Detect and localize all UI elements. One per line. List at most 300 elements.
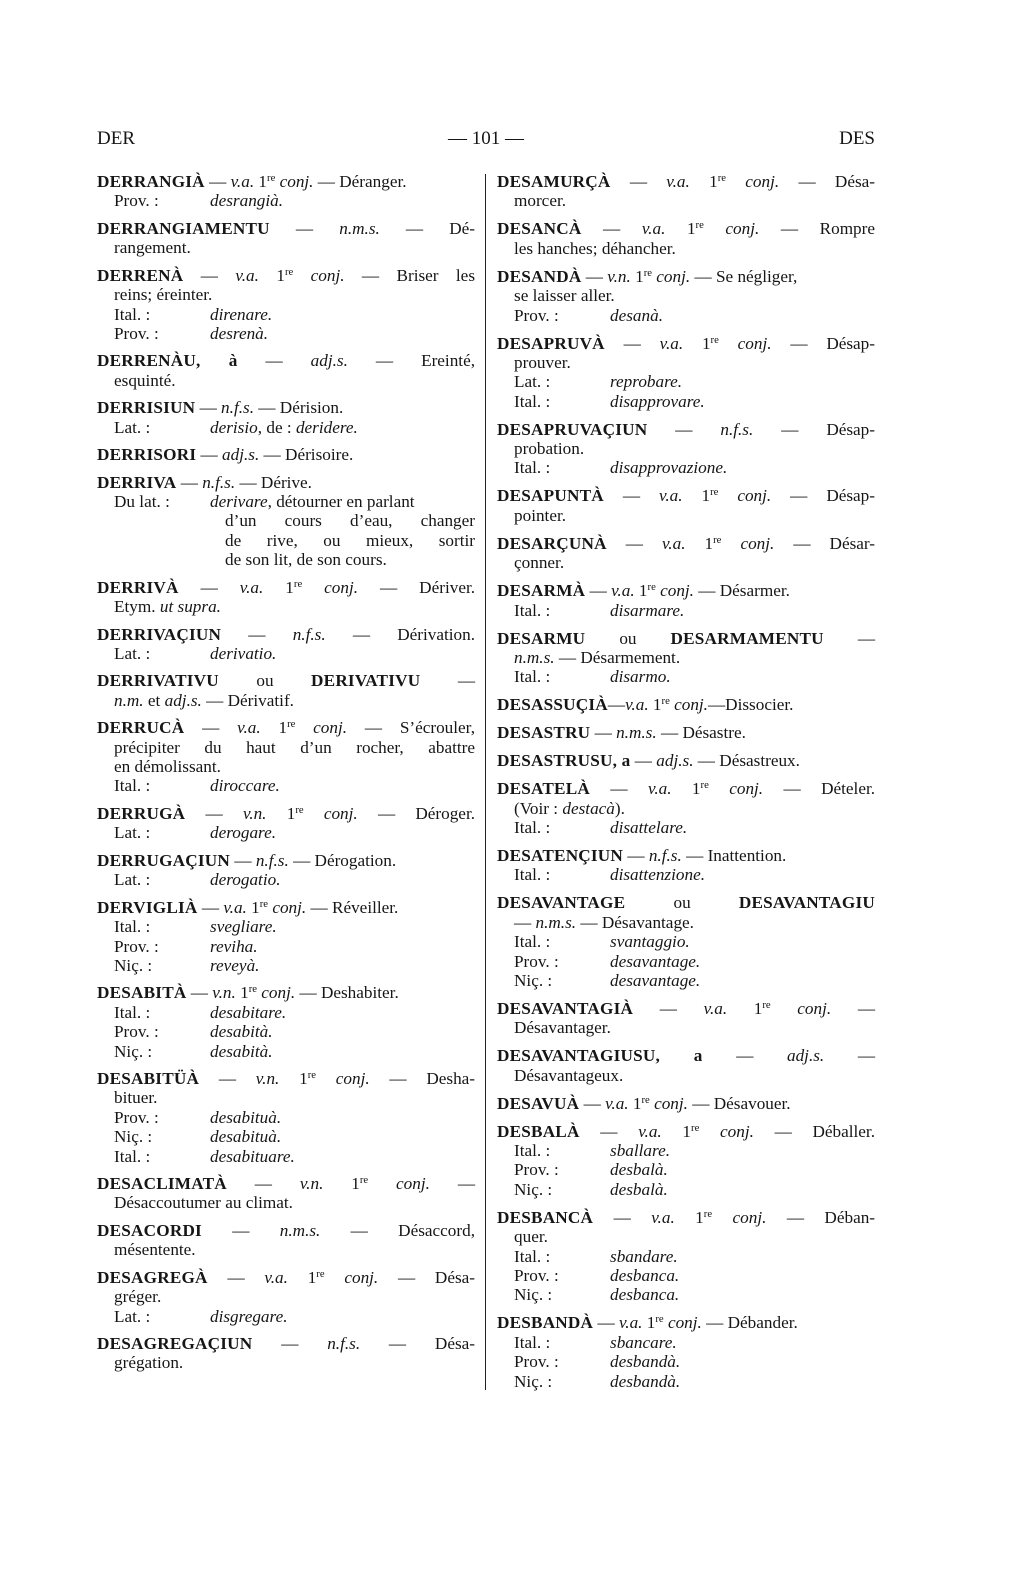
headword: DESARMU: [497, 628, 586, 648]
italic-text: v.a.: [223, 897, 247, 917]
text: —: [420, 671, 476, 691]
italic-text: ut supra.: [159, 597, 221, 617]
dictionary-entry: [497, 695, 875, 714]
text: 1: [665, 219, 696, 239]
italic-text: conj.: [737, 333, 772, 353]
dictionary-entry: [497, 1122, 875, 1200]
text: —: [579, 1093, 606, 1113]
entry-head-line: [97, 219, 475, 238]
dictionary-entry: [97, 266, 475, 344]
text: [368, 1174, 396, 1193]
text: 1: [642, 1313, 656, 1333]
text: —: [593, 1207, 652, 1227]
text: — Désarmement.: [554, 647, 681, 667]
headword: DESASTRUSU, a: [497, 751, 631, 771]
text: — Inattention.: [681, 846, 787, 866]
italic-text: conj.: [729, 779, 764, 799]
language-label: Prov. :: [514, 1160, 559, 1180]
italic-text: v.a.: [625, 695, 649, 715]
headword: DERRISIUN: [97, 398, 196, 418]
superscript: re: [710, 487, 719, 499]
entry-head-line: [97, 983, 475, 1002]
headword: DESANCÀ: [497, 219, 582, 239]
headword: DESARÇUNÀ: [497, 533, 607, 553]
entry-line: [97, 1287, 475, 1306]
entry-head-line: [497, 846, 875, 865]
dictionary-entry: [97, 172, 475, 211]
italic-text: disattenzione.: [610, 865, 706, 885]
dictionary-entry: [97, 671, 475, 710]
text: —: [199, 1069, 256, 1089]
entry-head-line: [497, 1208, 875, 1227]
text: et: [143, 690, 165, 710]
italic-text: derogatio.: [210, 870, 281, 890]
text: — Dételer.: [763, 779, 876, 799]
headword: DESAGREGAÇIUN: [97, 1334, 253, 1354]
headword: DERIVATIVU: [311, 671, 421, 691]
italic-text: n.m.s.: [616, 723, 657, 743]
headword: DESAVUÀ: [497, 1093, 580, 1113]
text: [302, 578, 324, 597]
entry-line: [97, 1353, 475, 1372]
entry-line: [497, 1372, 875, 1391]
entry-head-line: [97, 1268, 475, 1287]
text: —: [581, 219, 642, 239]
entry-line: [97, 823, 475, 842]
italic-text: conj.: [323, 803, 358, 823]
superscript: re: [284, 266, 294, 278]
text: d’un cours d’eau, changer: [225, 511, 475, 531]
italic-text: conj.: [674, 695, 708, 715]
dictionary-entry: [97, 1268, 475, 1326]
italic-text: disapprovare.: [610, 391, 705, 411]
headword: DERRISORI: [97, 445, 197, 465]
entry-line: [97, 738, 475, 757]
entry-line: [97, 1127, 475, 1146]
language-label: Prov. :: [114, 1022, 159, 1042]
text: — Désa-: [779, 172, 875, 191]
text: — Desha-: [369, 1069, 476, 1089]
column-right: [497, 172, 875, 1391]
text: , détourner en parlant: [267, 492, 415, 512]
headword: DERRANGIAMENTU: [97, 218, 270, 238]
text: — Dé-: [379, 218, 476, 238]
italic-text: desbalà.: [610, 1179, 668, 1199]
dictionary-entry: [97, 473, 475, 570]
text: — Désastreux.: [693, 751, 800, 771]
italic-text: conj.: [660, 581, 694, 601]
text: —: [593, 1313, 619, 1333]
entry-line: [497, 667, 875, 686]
text: 1: [254, 172, 268, 191]
text: ou: [625, 893, 739, 913]
text: —: [178, 577, 240, 597]
italic-text: adj.s.: [310, 351, 348, 371]
entry-head-line: [497, 893, 875, 912]
text: —: [647, 419, 721, 439]
entry-line: [497, 818, 875, 837]
italic-text: conj.: [720, 1121, 754, 1141]
italic-text: sballare.: [610, 1141, 670, 1161]
entry-line: [97, 550, 475, 569]
entry-head-line: [497, 581, 875, 600]
entry-line: [497, 1333, 875, 1352]
text: en démolissant.: [114, 757, 221, 777]
entry-head-line: [497, 751, 875, 770]
text: Désavantageux.: [514, 1065, 624, 1085]
text: — Désap-: [771, 333, 876, 353]
text: —: [702, 1046, 787, 1066]
entry-line: [497, 286, 875, 305]
language-label: Lat. :: [114, 1306, 151, 1326]
text: — Déballer.: [753, 1121, 876, 1141]
text: — Déroger.: [357, 803, 476, 823]
text: (Voir :: [514, 798, 563, 818]
text: 1: [634, 581, 648, 601]
entry-line: [497, 372, 875, 391]
text: çonner.: [514, 553, 565, 573]
entry-head-line: [497, 1046, 875, 1065]
italic-text: diroccare.: [210, 776, 280, 796]
text: Etym.: [114, 597, 160, 617]
text: — S’écrouler,: [347, 718, 475, 738]
entry-head-line: [97, 398, 475, 417]
italic-text: desbandà.: [610, 1352, 681, 1372]
text: — Déban-: [766, 1207, 876, 1227]
headword: DESATELÀ: [497, 779, 590, 799]
text: ).: [614, 798, 625, 818]
italic-text: conj.: [740, 533, 775, 553]
language-label: Ital. :: [514, 865, 551, 885]
superscript: re: [713, 534, 722, 546]
entry-line: [97, 776, 475, 795]
language-label: Prov. :: [114, 1107, 159, 1127]
italic-text: conj.: [745, 172, 780, 191]
text: — Désastre.: [656, 723, 746, 743]
text: [293, 266, 310, 285]
italic-text: disarmo.: [610, 667, 671, 687]
entry-head-line: [97, 718, 475, 737]
text: —: [197, 897, 224, 917]
entry-line: [497, 439, 875, 458]
dictionary-entry: [497, 893, 875, 990]
text: — Réveiller.: [306, 897, 399, 917]
text: —: [607, 695, 626, 715]
language-label: Niç. :: [514, 1179, 553, 1199]
italic-text: n.m.s.: [514, 647, 555, 667]
language-label: Niç. :: [514, 1285, 553, 1305]
entry-head-line: [497, 1313, 875, 1332]
dictionary-entry: [97, 351, 475, 390]
entry-line: [97, 1240, 475, 1259]
dictionary-entry: [497, 779, 875, 837]
headword: DESAPRUVÀ: [497, 333, 605, 353]
text: —: [603, 486, 659, 506]
language-label: Prov. :: [514, 1266, 559, 1286]
headword: DERRIVATIVU: [97, 671, 219, 691]
entry-head-line: [97, 1174, 475, 1193]
superscript: re: [700, 780, 709, 792]
text: — Désa-: [360, 1334, 475, 1354]
dictionary-entry: [497, 751, 875, 770]
text: — Désa-: [378, 1267, 476, 1287]
dictionary-entry: [97, 578, 475, 617]
headword: DESACORDI: [97, 1220, 202, 1240]
text: gréger.: [114, 1287, 162, 1307]
entry-head-line: [97, 266, 475, 285]
language-label: Niç. :: [114, 1041, 153, 1061]
italic-text: desabità.: [210, 1041, 273, 1061]
entry-head-line: [97, 804, 475, 823]
language-label: Prov. :: [514, 1352, 559, 1372]
italic-text: v.a.: [264, 1267, 288, 1287]
superscript: re: [655, 1314, 664, 1326]
entry-head-line: [497, 420, 875, 439]
headword: DERRIVAÇIUN: [97, 624, 222, 644]
text: reins; éreinter.: [114, 285, 213, 305]
italic-text: conj.: [344, 1267, 379, 1287]
entry-line: [497, 913, 875, 932]
headword: DERRIVA: [97, 472, 177, 492]
text: [304, 804, 324, 823]
italic-text: deridere.: [295, 417, 358, 437]
entry-line: [497, 306, 875, 325]
italic-text: n.f.s.: [202, 472, 236, 492]
italic-text: desrangià.: [210, 191, 284, 211]
italic-text: derivare: [210, 492, 268, 512]
text: — Désavantage.: [576, 912, 694, 932]
superscript: re: [287, 719, 296, 731]
headword: DESABITÀ: [97, 983, 187, 1003]
dictionary-entry: [497, 1094, 875, 1113]
entry-line: [97, 191, 475, 210]
italic-text: conj.: [396, 1174, 430, 1194]
dictionary-entry: [497, 1046, 875, 1085]
italic-text: v.a.: [638, 1121, 662, 1141]
entry-line: [97, 492, 475, 511]
headword: DESAGREGÀ: [97, 1267, 208, 1287]
dictionary-entry: [497, 172, 875, 211]
text: — Dérive.: [235, 472, 312, 492]
superscript: re: [248, 984, 257, 996]
text: Désavantager.: [514, 1018, 611, 1038]
entry-line: [497, 1247, 875, 1266]
italic-text: desbanca.: [610, 1266, 680, 1286]
superscript: re: [267, 173, 276, 185]
text: — Dérision.: [254, 398, 344, 418]
italic-text: conj.: [737, 486, 772, 506]
language-label: Lat. :: [514, 372, 551, 392]
entry-head-line: [497, 219, 875, 238]
entry-line: [97, 644, 475, 663]
italic-text: n.f.s.: [255, 850, 289, 870]
italic-text: v.a.: [658, 486, 683, 506]
italic-text: v.a.: [235, 265, 259, 285]
text: —: [514, 912, 536, 932]
entry-head-line: [97, 172, 475, 191]
text: 1: [279, 1069, 308, 1089]
text: — Rompre: [759, 219, 876, 239]
entry-head-line: [497, 534, 875, 553]
text: 1: [266, 803, 296, 823]
italic-text: desabituà.: [210, 1127, 282, 1147]
text: 1: [685, 533, 714, 553]
entry-line: [497, 506, 875, 525]
italic-text: conj.: [279, 172, 314, 191]
text: 1: [630, 266, 644, 286]
italic-text: svegliare.: [210, 917, 277, 937]
text: de rive, ou mieux, sortir: [225, 530, 475, 550]
text: [721, 534, 740, 553]
italic-text: derivatio.: [210, 643, 277, 663]
italic-text: conj.: [324, 577, 359, 597]
text: —: [195, 398, 222, 418]
entry-line: [497, 1141, 875, 1160]
entry-line: [97, 324, 475, 343]
italic-text: n.m.s.: [535, 912, 577, 932]
language-label: Niç. :: [114, 1127, 153, 1147]
text: de son lit, de son cours.: [225, 550, 387, 570]
text: —: [604, 333, 660, 353]
text: —: [183, 265, 236, 285]
italic-text: v.a.: [666, 172, 690, 191]
language-label: Ital. :: [114, 1146, 151, 1166]
headword: DERVIGLIÀ: [97, 897, 198, 917]
superscript: re: [661, 696, 670, 708]
italic-text: conj.: [732, 1207, 767, 1227]
entry-line: [497, 1352, 875, 1371]
headword: DERRIVÀ: [97, 577, 179, 597]
dictionary-entry: [97, 983, 475, 1061]
text: mésentente.: [114, 1240, 196, 1260]
entry-head-line: [497, 267, 875, 286]
entry-line: [97, 597, 475, 616]
text: 1: [246, 897, 260, 917]
entry-head-line: [497, 723, 875, 742]
superscript: re: [762, 1000, 771, 1012]
text: — Désar-: [774, 533, 876, 553]
headword: DESAPRUVAÇIUN: [497, 419, 648, 439]
entry-head-line: [497, 1122, 875, 1141]
italic-text: conj.: [654, 1093, 688, 1113]
text: rangement.: [114, 238, 191, 258]
italic-text: svantaggio.: [610, 932, 690, 952]
language-label: Ital. :: [514, 1332, 551, 1352]
entry-head-line: [497, 695, 875, 714]
entry-head-line: [497, 172, 875, 191]
text: —: [226, 1174, 300, 1194]
language-label: Niç. :: [514, 1371, 553, 1391]
italic-text: v.n.: [212, 983, 236, 1003]
text: —: [623, 846, 649, 866]
superscript: re: [316, 1268, 325, 1280]
italic-text: sbandare.: [610, 1246, 678, 1266]
text: bituer.: [114, 1088, 158, 1108]
entry-line: [97, 305, 475, 324]
language-label: Prov. :: [114, 323, 159, 343]
headword: DESAVANTAGIUSU, a: [497, 1046, 703, 1066]
language-label: Ital. :: [114, 1002, 151, 1022]
text: pointer.: [514, 505, 567, 525]
italic-text: n.f.s.: [292, 624, 326, 644]
text: —: [630, 751, 657, 771]
text: — Briser les: [344, 265, 476, 285]
dictionary-entry: [97, 1069, 475, 1166]
entry-line: [97, 531, 475, 550]
text: 1: [661, 1121, 692, 1141]
text: 1: [287, 1267, 317, 1287]
entry-line: [497, 191, 875, 210]
text: —: [186, 983, 213, 1003]
superscript: re: [717, 173, 726, 185]
italic-text: adj.s.: [164, 690, 202, 710]
italic-text: v.a.: [651, 1207, 675, 1227]
italic-text: v.n.: [242, 803, 267, 823]
page-header: [97, 128, 875, 152]
entry-line: [497, 952, 875, 971]
italic-text: n.f.s.: [221, 398, 254, 418]
entry-line: [97, 757, 475, 776]
text: 1: [235, 983, 249, 1003]
entry-line: [97, 371, 475, 390]
superscript: re: [647, 582, 656, 594]
headword: DESBANCÀ: [497, 1207, 594, 1227]
text: — Dérivation.: [325, 624, 475, 644]
text: —: [429, 1174, 475, 1194]
text: [709, 779, 729, 798]
text: 1: [323, 1174, 360, 1194]
headword: DESAMURÇÀ: [497, 172, 611, 191]
headword: DESATENÇIUN: [497, 846, 624, 866]
entry-line: [97, 1147, 475, 1166]
italic-text: reprobare.: [610, 372, 683, 392]
italic-text: desabitare.: [210, 1002, 287, 1022]
superscript: re: [695, 220, 704, 232]
entry-line: [97, 1307, 475, 1326]
dictionary-entry: [497, 999, 875, 1038]
entry-line: [97, 511, 475, 530]
entry-line: [497, 553, 875, 572]
text: —: [581, 266, 608, 286]
entry-line: [497, 648, 875, 667]
entry-line: [497, 971, 875, 990]
entry-line: [497, 392, 875, 411]
text: —: [579, 1121, 639, 1141]
entry-line: [97, 956, 475, 975]
text: morcer.: [514, 191, 567, 211]
entry-line: [97, 917, 475, 936]
entry-line: [97, 1193, 475, 1212]
entry-line: [97, 285, 475, 304]
italic-text: v.a.: [703, 998, 728, 1018]
headword: DERRENÀU, à: [97, 351, 238, 371]
text: [316, 1069, 336, 1088]
text: ou: [218, 671, 312, 691]
text: 1: [260, 718, 288, 738]
italic-text: conj.: [272, 897, 307, 917]
text: —: [221, 624, 293, 644]
superscript: re: [643, 267, 652, 279]
italic-text: desabituare.: [210, 1146, 295, 1166]
superscript: re: [295, 805, 304, 817]
dictionary-entry: [497, 534, 875, 573]
text: —: [823, 628, 875, 648]
text: —: [196, 445, 222, 465]
language-label: Ital. :: [514, 391, 551, 411]
language-label: Ital. :: [514, 932, 551, 952]
dictionary-entry: [497, 486, 875, 525]
italic-text: v.a.: [661, 533, 686, 553]
